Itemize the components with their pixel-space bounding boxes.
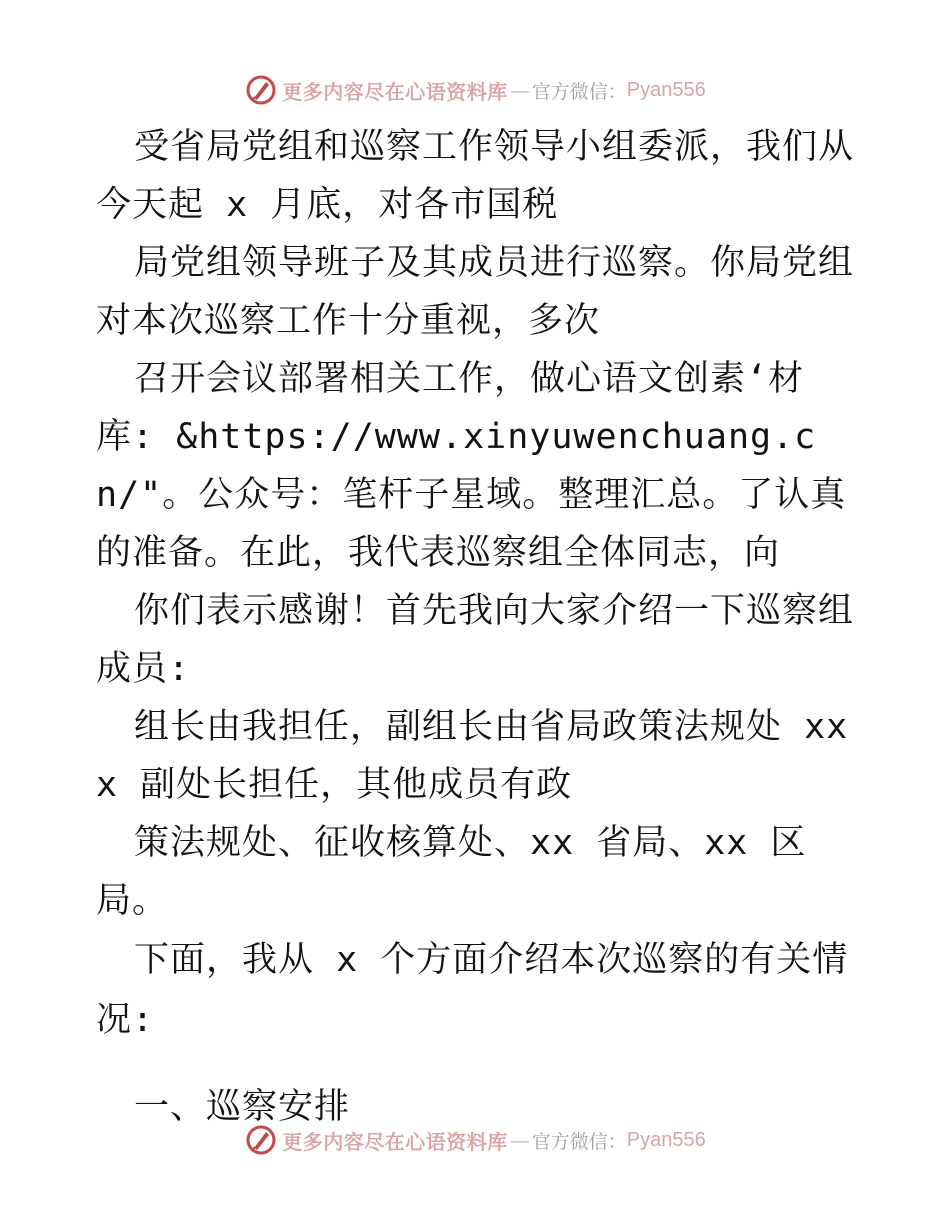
- watermark-separator: —: [509, 78, 530, 102]
- paragraph-6: 策法规处、征收核算处、xx 省局、xx 区局。: [96, 823, 807, 921]
- watermark-separator: —: [509, 1128, 530, 1152]
- paragraph-2: 局党组领导班子及其成员进行巡察。你局党组对本次巡察工作十分重视，多次: [96, 243, 855, 341]
- watermark-brand: 更多内容尽在心语资料库: [282, 79, 508, 104]
- paragraph-3: 召开会议部署相关工作，做心语文创素‘材库: &https://www.xinyuwenchuang.cn/"。公众号：笔杆子星域。整理汇总。了认真的准备。在此，我代表巡察组全体同志，向: [96, 359, 847, 573]
- watermark-contact-label: 官方微信：: [531, 1130, 627, 1153]
- watermark-contact-label: 官方微信：: [531, 80, 627, 103]
- paragraph-7: 下面，我从 x 个方面介绍本次巡察的有关情况:: [96, 940, 849, 1040]
- watermark-brand: 更多内容尽在心语资料库: [282, 1129, 508, 1154]
- header-watermark: [0, 70, 950, 110]
- paragraph-1: 受省局党组和巡察工作领导小组委派，我们从今天起 x 月底，对各市国税: [96, 127, 855, 225]
- paragraph-5: 组长由我担任，副组长由省局政策法规处 xxx 副处长担任，其他成员有政: [96, 707, 849, 805]
- quill-circle-icon: [244, 73, 278, 107]
- quill-circle-icon: [244, 1123, 278, 1157]
- document-body: [96, 118, 856, 1136]
- watermark-contact-id: Pyan556: [626, 1128, 706, 1151]
- paragraph-4: 你们表示感谢！首先我向大家介绍一下巡察组成员:: [96, 591, 855, 689]
- section-heading: 一、巡察安排: [134, 1087, 351, 1127]
- footer-watermark: [0, 1120, 950, 1160]
- watermark-contact-id: Pyan556: [626, 78, 706, 101]
